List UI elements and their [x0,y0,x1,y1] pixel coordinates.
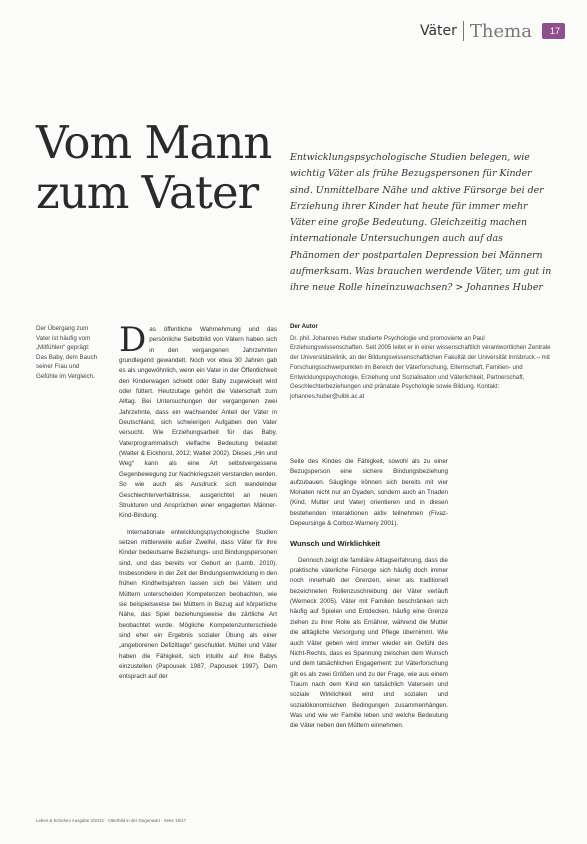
author-bio: Dr. phil. Johannes Huber studierte Psychologie und promovierte an Paul Erziehungswissenschaften. Seit 2005 leitet er in einer wissenschaftlich verantwortlichen Zentrale der Universitätsklinik, an der Bildungswissenschaftlichen Fakultät der Universität Innsbruck – mit Forschungsschwerpunkten im Bereich der Väterforschung, Elternschaft, Familien- und Entwicklungspsychologie, Erziehung und Sozialisation und Väterlichkeit, Partnerschaft, Geschlechterbeziehungen und pränatale Psychologie sowie Bildung. Kontakt: johannes.huber@uibk.ac.at [290,334,551,400]
title-line-1: Vom Mann [36,116,272,169]
page-footer: Leben & Erziehen Ausgabe 2/2012 · Väterbild in der Gegenwart · Seite 16/17 [36,818,187,823]
body-column-1 [119,320,277,689]
body-column-2 [290,457,448,738]
subheading: Wunsch und Wirklichkeit [290,539,381,549]
section-label: Väter [419,23,457,39]
author-box [290,322,552,402]
article-lead: Entwicklungspsychologische Studien belegen, wie wichtig Väter als frühe Bezugspersonen für Kinder sind. Unmittelbare Nähe und aktive Fürsorge bei der Erziehung ihrer Kinder hat heute für immer mehr Väter eine große Bedeutung. Gleichzeitig machen internationale Untersuchungen auch auf das Phänomen der postpartalen Depression bei Männern aufmerksam. Was brauchen werdende Väter, um gut in ihre neue Rolle hineinzuwachsen? > Johannes Huber [290,152,552,294]
body-paragraph-3: Seite des Kindes die Fähigkeit, sowohl als zu einer Bezugsperson eine sichere Bindungsbeziehung aufzubauen. Säuglinge können sich bereits mit vier Monaten nicht nur an Dyaden, sondern auch an Triaden (Kind, Mutter und Vater) orientieren und in diesen bestehenden Interaktionen aktiv teilnehmen (Fivaz-Depeursinge & Corboz-Warnery 2001). [290,458,448,528]
header-divider [463,21,464,41]
drop-cap: D [119,320,147,360]
body-paragraph-1 [119,320,277,522]
author-label: Der Autor [290,323,318,330]
paragraph-1-text: as öffentliche Wahrnehmung und das persönliche Selbstbild von Vätern haben sich in den vergangenen Jahrzehnten grundlegend gewandelt. Noch vor etwa 30 Jahren gab es als ungewöhnlich, wenn ein Vater in der Öffentlichkeit den Kinderwagen schiebt oder Baby zugewickelt wird oder füttert. Heutzutage gehört die Vaterschaft zum Alltag. Bei Untersuchungen der vergangenen zwei Jahrzehnte, dass ein wachsender Anteil der Väter in Deutschland, sich schwierigen Aufgaben den Vater versucht. Wie Erziehungsarbeit für das Baby. Vaterprogrammatisch vielfache Bedeutung belastet (Walter & Eickhorst, 2012; Walter 2002). Dieses „Hin und Weg“ kann als eine Art selbstvergessene Gegenbewegung zur Nachkriegszeit verstanden werden. So wie auch als Ausdruck sich wandelnder Geschlechterverhältnisse, ausgerichtet an neuen Strukturen und Ansprüchen einer engagierten Männer-Kind-Bindung. [119,326,277,520]
sidebar-note: Der Übergang zum Vater ist häufig vom „Mitfühlen“ geprägt: Das Baby, dem Bauch seiner Frau und Gefühle im Vergleich. [36,325,98,380]
page-number: 17 [542,23,565,39]
body-paragraph-2: Internationale entwicklungspsychologische Studien setzen mittlerweile außer Zweifel, dass Väter für ihre Kinder bedeutsame Beziehungs- und Bindungspersonen sind, und das bereits vor Geburt an (Lamb, 2010). Insbesondere in der Zeit der Bindungsentwicklung in den frühen Kindheitsjahren lassen sich bei Vätern und Müttern unterscheiden Kompetenzen beobachten, wie sie beispielsweise bei Müttern in Bezug auf körperliche Nähe, das Spiel beziehungsweise die zärtliche Art beobachtet wurde. Mögliche Kompetenzunterschiede sind eher ein Ergebnis sozialer Übung als einer „angeborenen Defizitlage“ geschuldet. Mütter und Väter haben die Fähigkeit, sich intuitiv auf ihre Babys einzustellen (Papousek 1987, Papousek 1997). Dem entsprach auf der [119,528,277,681]
title-line-2: zum Vater [36,166,259,219]
body-paragraph-4: Dennoch zeigt die familiäre Alltagserfahrung, dass die praktische väterliche Fürsorge sich häufig doch immer noch innerhalb der Grenzen, einer als traditionell bezeichneten Rollenzuschreibung der Väter verläuft (Werneck 2005). Väter mit Familien beschränken sich häufig auf Spielen und Entdecken, häufig eine Grenze ziehen zu ihrer Rolle als Ernährer, während die Mutter die alltägliche Versorgung und Pflege übernimmt. Wie auch Väter geben wird immer wieder ein Gefühl des Nicht-Rechts, dass es Spannung zwischen dem Wunsch und dem tatsächlichen Engagement: zur Väterforschung gilt es als zwei Größen und zu der Frage, wie aus einem Traum nach dem Kind ein tatsächlich Vatersein und soziale Wirklichkeit wird und sozialen und sozialökonomischen Bedingungen zusammenhängen. Was und wie wir Familie leben und welche Bedeutung die Väter neben den Müttern einnehmen. [290,556,448,730]
article-title [36,118,276,218]
page-header [420,20,565,42]
theme-label: Thema [469,20,532,42]
